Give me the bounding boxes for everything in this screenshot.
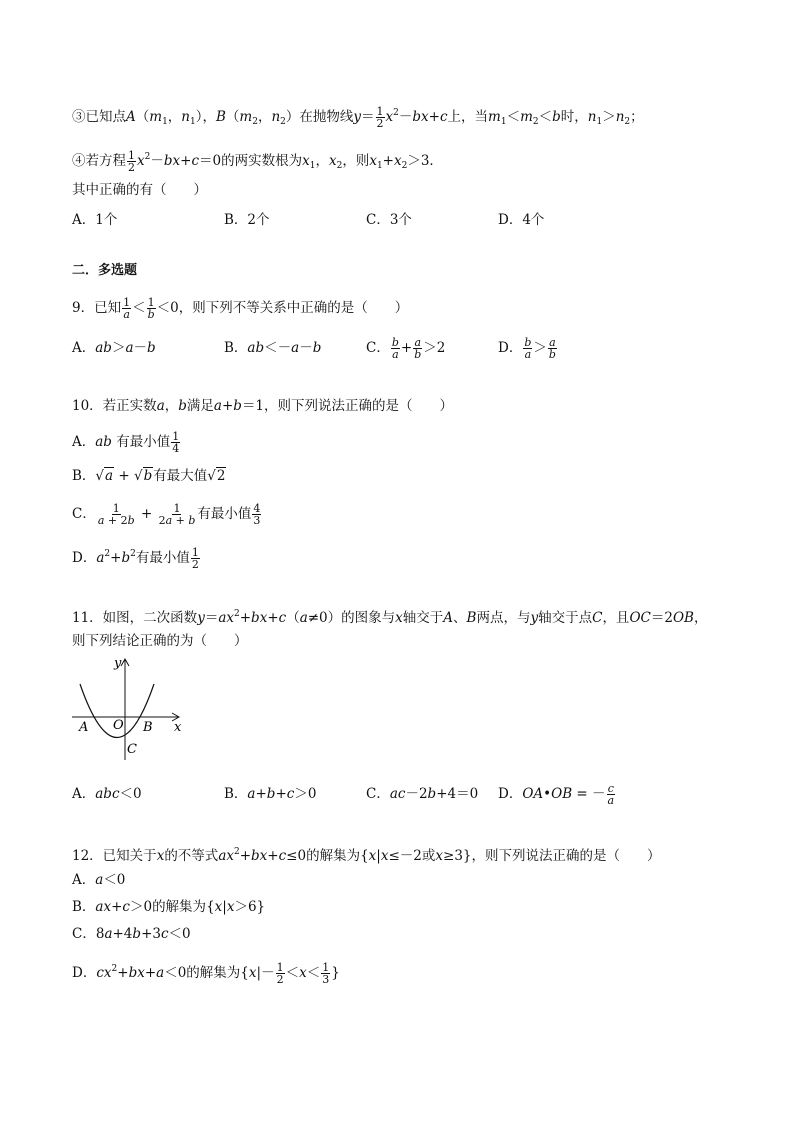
q8-statement-4: ④若方程 $\frac{1}{2}$ $x^2-bx+c=0$的两实数根为$x_1$，$x_2$，则$x_1+x_2>3$． <box>72 149 443 174</box>
graph-label-c: C <box>127 742 137 757</box>
q9-option-d: D． $\frac{b}{a}$ ＞ $\frac{a}{b}$ <box>498 336 556 361</box>
q9-stem: 9．已知 $\frac{1}{a}$ ＜ $\frac{1}{b}$ ＜0，则下列不等关系中正确的是（ ） <box>72 296 409 321</box>
q12-stem: 12．已知关于x的不等式$ax^2+bx+c\le 0$的解集为{x|x≤－2或x≥3}，则下列说法正确的是（ ） <box>72 847 661 864</box>
graph-label-b: B <box>143 720 153 735</box>
q11-stem-line2: 则下列结论正确的为（ ） <box>72 633 248 649</box>
q8-option-c: C．3个 <box>366 212 412 228</box>
q9-option-c: C． $\frac{b}{a}$ + $\frac{a}{b}$ ＞2 <box>366 336 446 361</box>
q10-stem: 10．若正实数a，b满足a+b＝1，则下列说法正确的是（ ） <box>72 398 454 414</box>
q11-option-c: C．ac－2b+4＝0 <box>366 786 479 802</box>
q12-option-c: C．8a+4b+3c＜0 <box>72 926 191 942</box>
q10-option-d: D．$a^2+b^2$有最小值 $\frac{1}{2}$ <box>72 546 199 571</box>
graph-label-o: O <box>113 718 124 733</box>
q11-stem-line1: 11．如图，二次函数$y=ax^2+bx+c(a\ne 0)$的图象与x轴交于A、B两点，与y轴交于点C，且OC＝2OB， <box>72 609 708 626</box>
q12-option-a: A．a＜0 <box>72 872 126 888</box>
parabola-graph <box>68 654 188 764</box>
q10-option-b: B．√a + √b有最大值√2 <box>72 468 226 484</box>
q9-option-b: B．ab＜－a－b <box>224 340 322 356</box>
q12-option-b: B．ax+c＞0的解集为{x|x＞6} <box>72 899 266 915</box>
q8-option-a: A．1个 <box>72 212 118 228</box>
q8-option-b: B．2个 <box>224 212 270 228</box>
q11-option-a: A．abc＜0 <box>72 786 142 802</box>
graph-label-y: y <box>114 656 122 671</box>
section-heading: 二．多选题 <box>72 263 138 278</box>
graph-label-x: x <box>174 720 182 735</box>
q10-option-a: A．ab 有最小值 $\frac{1}{4}$ <box>72 430 180 455</box>
q11-option-d: D．OA•OB = － $\frac{c}{a}$ <box>498 782 615 807</box>
q8-prompt: 其中正确的有（ ） <box>72 182 207 198</box>
q10-option-c: C． $\frac{1}{a + 2b}$ + $\frac{1}{2a + b}$ 有最小值 $\frac{4}{3}$ <box>72 502 261 527</box>
q8-statement-3: ③已知点$A(m_1$，$n_1$），$B(m_2$，$n_2$）在抛物线y＝ $\frac{1}{2}$ $x^2-bx+c$上，当$m_1<m_2<b$时，$n_1>n_2$； <box>72 105 644 130</box>
graph-label-a: A <box>79 720 89 735</box>
q9-option-a: A．ab＞a－b <box>72 340 156 356</box>
q12-option-d: D．$cx^2+bx+a<0$的解集为{x|－ $\frac{1}{2}$ ＜x＜ $\frac{1}{3}$ } <box>72 961 340 986</box>
q11-option-b: B．a+b+c＞0 <box>224 786 317 802</box>
q8-option-d: D．4个 <box>498 212 545 228</box>
